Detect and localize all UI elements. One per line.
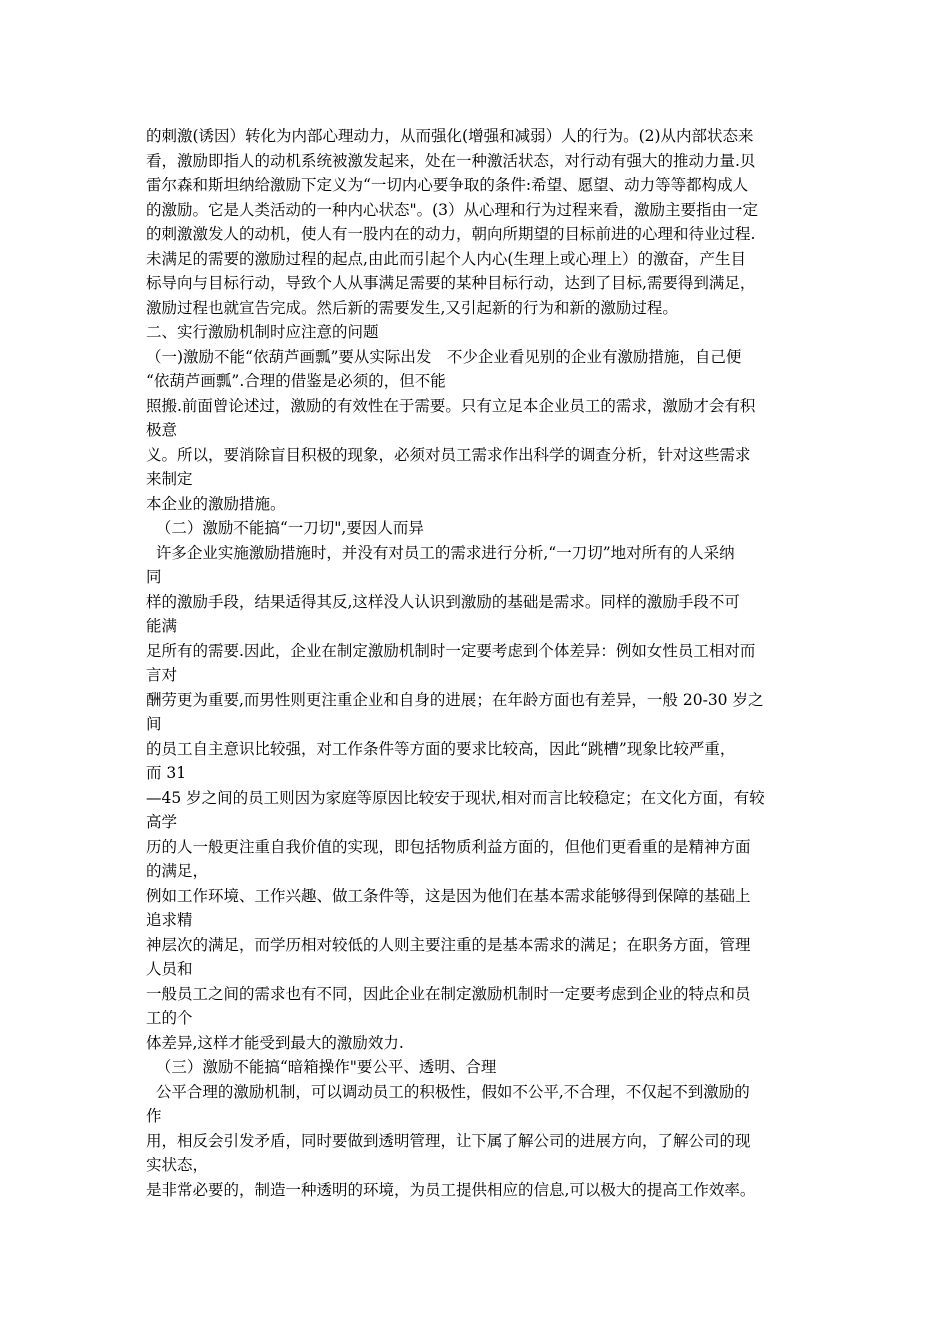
text-line: 追求精 [146, 911, 193, 929]
text-line: 言对 [146, 666, 178, 684]
text-line: 公平合理的激励机制，可以调动员工的积极性，假如不公平,不合理，不仅起不到激励的 [146, 1082, 750, 1101]
text-line: 例如工作环境、工作兴趣、做工条件等，这是因为他们在基本需求能够得到保障的基础上 [146, 886, 751, 905]
text-line: —45 岁之间的员工则因为家庭等原因比较安于现状,相对而言比较稳定；在文化方面，有较 [146, 788, 765, 807]
text-line: 工的个 [146, 1009, 193, 1027]
text-line: 酬劳更为重要,而男性则更注重企业和自身的进展；在年龄方面也有差异，一般 20-30 岁之 [146, 690, 764, 709]
text-line: 的刺激(诱因）转化为内部心理动力，从而强化(增强和减弱）人的行为。(2)从内部状态来 [146, 127, 754, 145]
subsection-heading: （一)激励不能“依葫芦画瓢”要从实际出发 不少企业看见别的企业有激励措施，自己便 [146, 347, 742, 366]
text-line: 足所有的需要.因此，企业在制定激励机制时一定要考虑到个体差异：例如女性员工相对而 [146, 641, 756, 660]
text-line: 激励过程也就宣告完成。然后新的需要发生,又引起新的行为和新的激励过程。 [146, 298, 678, 317]
text-line: 雷尔森和斯坦纳给激励下定义为“一切内心要争取的条件:希望、愿望、动力等等都构成人 [146, 176, 749, 194]
text-line: 实状态， [146, 1156, 209, 1174]
section-heading: 二、实行激励机制时应注意的问题 [146, 323, 379, 341]
text-line: 用，相反会引发矛盾，同时要做到透明管理，让下属了解公司的进展方向，了解公司的现 [146, 1131, 751, 1150]
text-line: 的激励。它是人类活动的一种内心状态"。(3）从心理和行为过程来看，激励主要指由一定 [146, 200, 759, 219]
text-line: 高学 [146, 813, 178, 831]
text-line: 神层次的满足，而学历相对较低的人则主要注重的是基本需求的满足；在职务方面，管理 [146, 935, 751, 954]
text-line: 同 [146, 568, 162, 586]
text-line: 义。所以，要消除盲目积极的现象，必须对员工需求作出科学的调查分析，针对这些需求 [146, 445, 751, 464]
text-line: 间 [146, 715, 162, 733]
text-line: 的刺激激发人的动机，使人有一股内在的动力，朝向所期望的目标前进的心理和待业过程. [146, 225, 756, 243]
text-line: 一般员工之间的需求也有不同，因此企业在制定激励机制时一定要考虑到企业的特点和员 [146, 984, 751, 1003]
text-line: 照搬.前面曾论述过，激励的有效性在于需要。只有立足本企业员工的需求，激励才会有积 [146, 396, 756, 415]
text-line: 历的人一般更注重自我价值的实现，即包括物质利益方面的，但他们更看重的是精神方面 [146, 837, 751, 856]
text-line: 而 31 [146, 764, 187, 782]
text-line: 本企业的激励措施。 [146, 494, 286, 513]
text-line: 体差异,这样才能受到最大的激励效力. [146, 1033, 404, 1052]
text-line: 看，激励即指人的动机系统被激发起来，处在一种激活状态，对行动有强大的推动力量.贝 [146, 151, 756, 170]
text-line: 是非常必要的，制造一种透明的环境，为员工提供相应的信息,可以极大的提高工作效率。 [146, 1180, 756, 1199]
text-line: 作 [146, 1107, 162, 1125]
text-line: 许多企业实施激励措施时，并没有对员工的需求进行分析,“一刀切”地对所有的人采纳 [146, 543, 735, 562]
text-line: 样的激励手段，结果适得其反,这样没人认识到激励的基础是需求。同样的激励手段不可 [146, 592, 740, 611]
text-line: 未满足的需要的激励过程的起点,由此而引起个人内心(生理上或心理上）的激奋，产生目 [146, 249, 746, 268]
subsection-heading: （三）激励不能搞“暗箱操作"要公平、透明、合理 [146, 1058, 497, 1076]
text-line: 人员和 [146, 960, 193, 978]
text-line: 极意 [146, 421, 178, 439]
text-line: “依葫芦画瓢”.合理的借鉴是必须的，但不能 [146, 372, 446, 390]
subsection-heading: （二）激励不能搞“一刀切",要因人而异 [146, 519, 424, 537]
text-line: 标导向与目标行动，导致个人从事满足需要的某种目标行动，达到了目标,需要得到满足， [146, 274, 756, 292]
text-line: 来制定 [146, 470, 193, 488]
document-body [146, 124, 811, 1202]
text-line: 能满 [146, 617, 178, 635]
text-line: 的员工自主意识比较强，对工作条件等方面的要求比较高，因此“跳槽”现象比较严重， [146, 739, 736, 758]
text-line: 的满足， [146, 862, 209, 880]
